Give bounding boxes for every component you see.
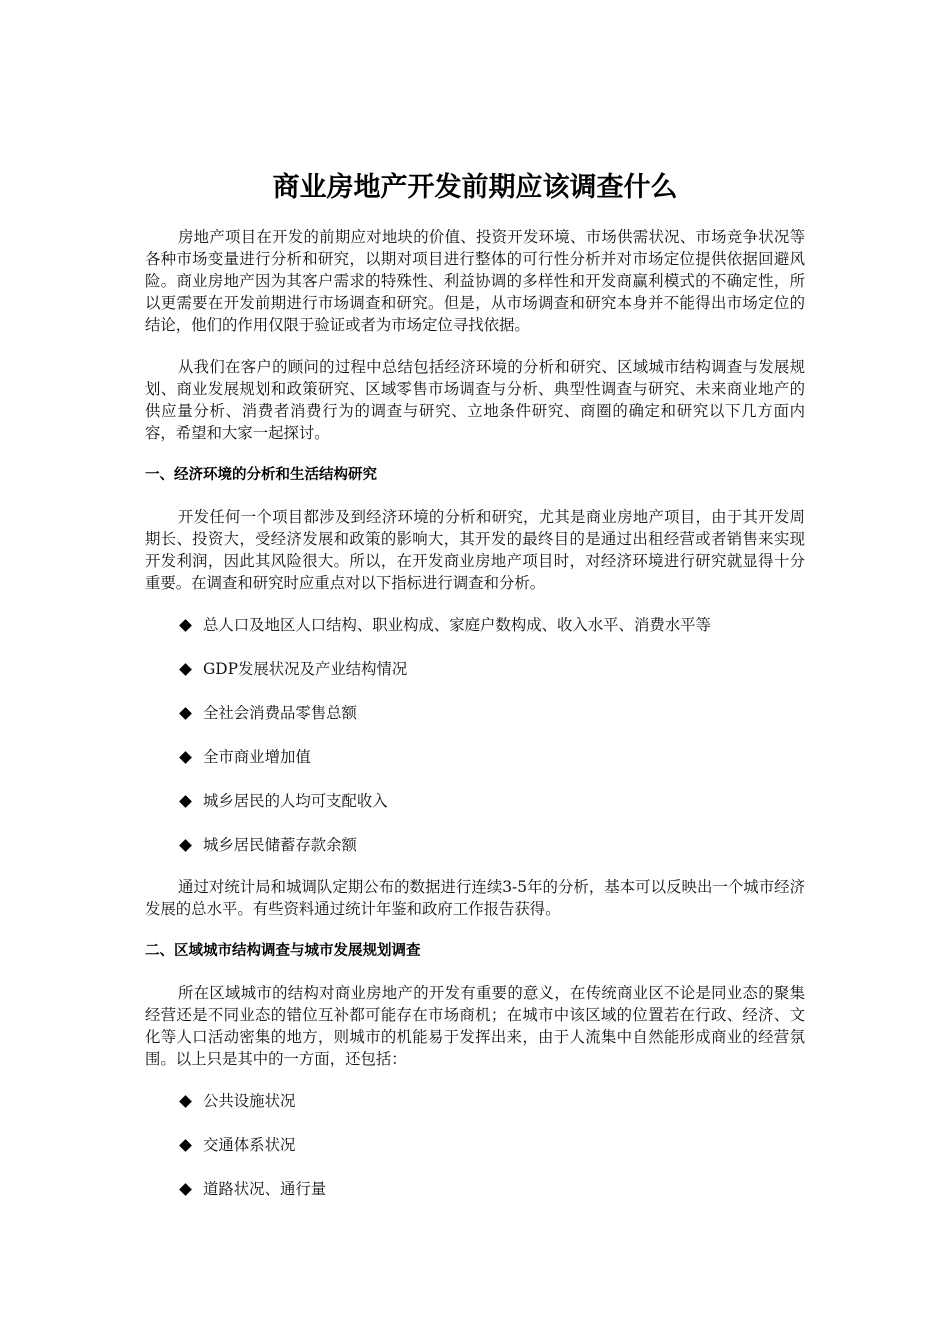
section-1-closing-paragraph: 通过对统计局和城调队定期公布的数据进行连续3-5年的分析，基本可以反映出一个城市经济发展的总水平。有些资料通过统计年鉴和政府工作报告获得。 <box>145 878 805 918</box>
list-item-text: 城乡居民储蓄存款余额 <box>203 836 357 854</box>
section-2-bullet-list <box>145 1090 805 1200</box>
diamond-bullet-icon <box>179 839 192 852</box>
list-item-text: 总人口及地区人口结构、职业构成、家庭户数构成、收入水平、消费水平等 <box>203 616 711 634</box>
diamond-bullet-icon <box>179 795 192 808</box>
intro-paragraph-1: 房地产项目在开发的前期应对地块的价值、投资开发环境、市场供需状况、市场竞争状况等各种市场变量进行分析和研究，以期对项目进行整体的可行性分析并对市场定位提供依据回避风险。商业房地产因为其客户需求的特殊性、利益协调的多样性和开发商赢利模式的不确定性，所以更需要在开发前期进行市场调查和研究。但是，从市场调查和研究本身并不能得出市场定位的结论，他们的作用仅限于验证或者为市场定位寻找依据。 <box>145 228 805 334</box>
section-2-paragraph: 所在区域城市的结构对商业房地产的开发有重要的意义，在传统商业区不论是同业态的聚集经营还是不同业态的错位互补都可能存在市场商机；在城市中该区域的位置若在行政、经济、文化等人口活动密集的地方，则城市的机能易于发挥出来，由于人流集中自然能形成商业的经营氛围。以上只是其中的一方面，还包括： <box>145 984 805 1068</box>
list-item-text: 全市商业增加值 <box>203 748 311 766</box>
document-body <box>145 226 805 1220</box>
document-title: 商业房地产开发前期应该调查什么 <box>272 172 678 203</box>
list-item <box>145 702 805 724</box>
diamond-bullet-icon <box>179 619 192 632</box>
diamond-bullet-icon <box>179 707 192 720</box>
diamond-bullet-icon <box>179 1183 192 1196</box>
list-item <box>145 1090 805 1112</box>
list-item <box>145 614 805 636</box>
list-item <box>145 1134 805 1156</box>
diamond-bullet-icon <box>179 1139 192 1152</box>
list-item-text: 公共设施状况 <box>203 1092 296 1110</box>
diamond-bullet-icon <box>179 663 192 676</box>
list-item-text: 交通体系状况 <box>203 1136 296 1154</box>
list-item <box>145 1178 805 1200</box>
list-item <box>145 790 805 812</box>
list-item-text: 道路状况、通行量 <box>203 1180 327 1198</box>
intro-paragraph-2: 从我们在客户的顾问的过程中总结包括经济环境的分析和研究、区域城市结构调查与发展规划、商业发展规划和政策研究、区域零售市场调查与分析、典型性调查与研究、未来商业地产的供应量分析、消费者消费行为的调查与研究、立地条件研究、商圈的确定和研究以下几方面内容，希望和大家一起探讨。 <box>145 358 805 442</box>
section-2-heading: 二、区域城市结构调查与城市发展规划调查 <box>145 943 421 959</box>
list-item <box>145 746 805 768</box>
diamond-bullet-icon <box>179 1095 192 1108</box>
list-item-text: 城乡居民的人均可支配收入 <box>203 792 388 810</box>
list-item <box>145 834 805 856</box>
section-1-paragraph: 开发任何一个项目都涉及到经济环境的分析和研究，尤其是商业房地产项目，由于其开发周期长、投资大，受经济发展和政策的影响大，其开发的最终目的是通过出租经营或者销售来实现开发利润，因此其风险很大。所以，在开发商业房地产项目时，对经济环境进行研究就显得十分重要。在调查和研究时应重点对以下指标进行调查和分析。 <box>145 508 805 592</box>
list-item-text: GDP发展状况及产业结构情况 <box>203 660 408 678</box>
section-1-bullet-list <box>145 614 805 856</box>
list-item <box>145 658 805 680</box>
diamond-bullet-icon <box>179 751 192 764</box>
section-1-heading: 一、经济环境的分析和生活结构研究 <box>145 467 377 483</box>
list-item-text: 全社会消费品零售总额 <box>203 704 357 722</box>
